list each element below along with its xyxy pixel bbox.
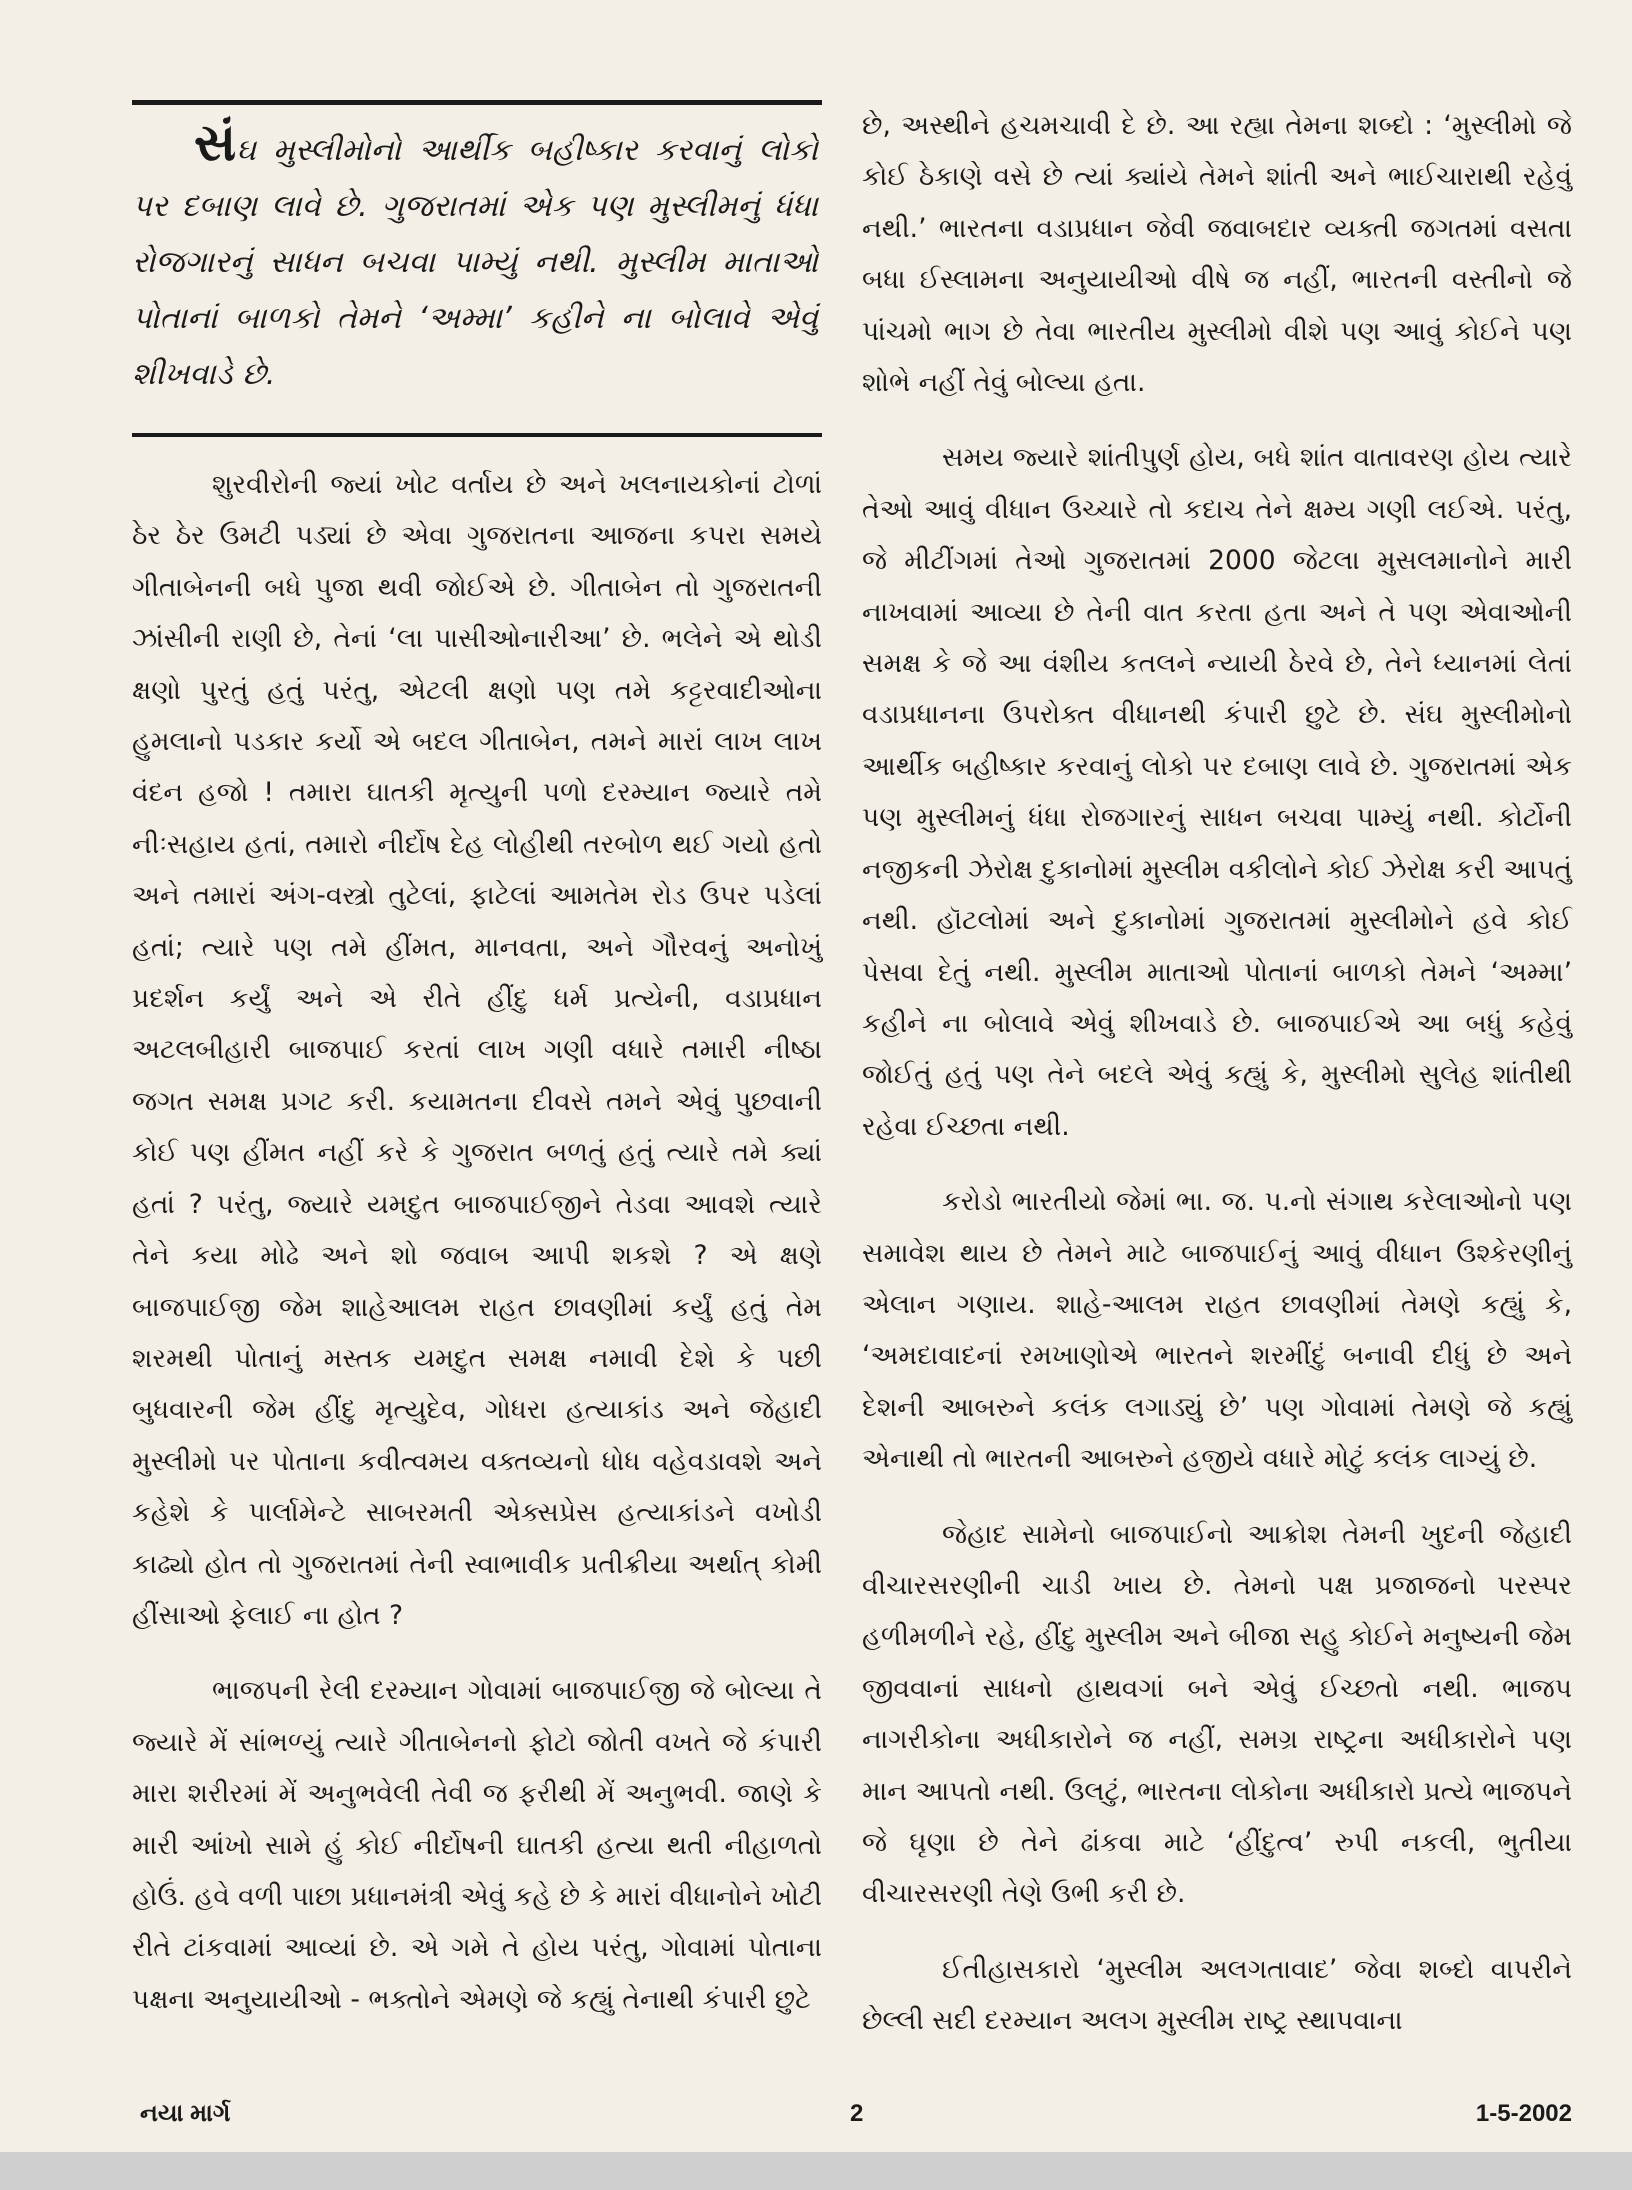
right-column bbox=[862, 100, 1572, 2071]
paragraph: ભાજપની રેલી દરમ્યાન ગોવામાં બાજપાઈજી જે બોલ્યા તે જ્યારે મેં સાંભળ્યું ત્યારે ગીતાબેનનો ફોટો જોતી વખતે જે કંપારી મારા શરીરમાં મેં અનુભવેલી તેવી જ ફરીથી મેં અનુભવી. જાણે કે મારી આંખો સામે હું કોઈ નીર્દોષની ઘાતકી હત્યા થતી નીહાળતો હોઉં. હવે વળી પાછા પ્રધાનમંત્રી એવું કહે છે કે મારાં વીધાનોને ખોટી રીતે ટાંકવામાં આવ્યાં છે. એ ગમે તે હોય પરંતુ, ગોવામાં પોતાના પક્ષના અનુયાયીઓ - ભક્તોને એમણે જે કહ્યું તેનાથી કંપારી છુટે bbox=[132, 1675, 822, 2015]
publication-name: નયા માર્ગ bbox=[140, 2100, 231, 2127]
paragraph: જેહાદ સામેનો બાજપાઈનો આક્રોશ તેમની ખુદની જેહાદી વીચારસરણીની ચાડી ખાય છે. તેમનો પક્ષ પ્રજાજનો પરસ્પર હળીમળીને રહે, હીંદુ મુસ્લીમ અને બીજા સહુ કોઈને મનુષ્યની જેમ જીવવાનાં સાધનો હાથવગાં બને એવું ઈચ્છતો નથી. ભાજપ નાગરીકોના અધીકારોને જ નહીં, સમગ્ર રાષ્ટ્રના અધીકારોને પણ માન આપતો નથી. ઉલટું, ભારતના લોકોના અધીકારો પ્રત્યે ભાજપને જે ઘૃણા છે તેને ઢાંકવા માટે ‘હીંદુત્વ’ રુપી નકલી, ભુતીયા વીચારસરણી તેણે ઉભી કરી છે. bbox=[862, 1518, 1572, 1910]
left-column bbox=[132, 100, 822, 2049]
paragraph: છે, અસ્થીને હચમચાવી દે છે. આ રહ્યા તેમના શબ્દો : ‘મુસ્લીમો જે કોઈ ઠેકાણે વસે છે ત્યાં ક્યાંયે તેમને શાંતી અને ભાઈચારાથી રહેવું નથી.’ ભારતના વડાપ્રધાન જેવી જવાબદાર વ્યક્તી જગતમાં વસતા બધા ઈસ્લામના અનુયાયીઓ વીષે જ નહીં, ભારતની વસ્તીનો જે પાંચમો ભાગ છે તેવા ભારતીય મુસ્લીમો વીશે પણ આવું કોઈને પણ શોભે નહીં તેવું બોલ્યા હતા. bbox=[862, 110, 1572, 399]
pull-quote-text: ઘ મુસ્લીમોનો આર્થીક બહીષ્કાર કરવાનું લોકો પર દબાણ લાવે છે. ગુજરાતમાં એક પણ મુસ્લીમનું ધંધા રોજગારનું સાધન બચવા પામ્યું નથી. મુસ્લીમ માતાઓ પોતાનાં બાળકો તેમને ‘અમ્મા’ કહીને ના બોલાવે એવું શીખવાડે છે. bbox=[132, 133, 818, 392]
pull-quote-top-rule bbox=[132, 100, 822, 105]
page-footer bbox=[140, 2100, 1572, 2140]
left-body bbox=[132, 459, 822, 2025]
paragraph: શુરવીરોની જ્યાં ખોટ વર્તાય છે અને ખલનાયકોનાં ટોળાં ઠેર ઠેર ઉમટી પડ્યાં છે એવા ગુજરાતના આજના કપરા સમયે ગીતાબેનની બધે પુજા થવી જોઈએ છે. ગીતાબેન તો ગુજરાતની ઝાંસીની રાણી છે, તેનાં ‘લા પાસીઓનારીઆ’ છે. ભલેને એ થોડી ક્ષણો પુરતું હતું પરંતુ, એટલી ક્ષણો પણ તમે કટ્ટરવાદીઓના હુમલાનો પડકાર કર્યો એ બદલ ગીતાબેન, તમને મારાં લાખ લાખ વંદન હજો ! તમારા ઘાતકી મૃત્યુની પળો દરમ્યાન જ્યારે તમે નીઃસહાય હતાં, તમારો નીર્દોષ દેહ લોહીથી તરબોળ થઈ ગયો હતો અને તમારાં અંગ-વસ્ત્રો તુટેલાં, ફાટેલાં આમતેમ રોડ ઉપર પડેલાં હતાં; ત્યારે પણ તમે હીંમત, માનવતા, અને ગૌરવનું અનોખું પ્રદર્શન કર્યું અને એ રીતે હીંદુ ધર્મ પ્રત્યેની, વડાપ્રધાન અટલબીહારી બાજપાઈ કરતાં લાખ ગણી વધારે તમારી નીષ્ઠા જગત સમક્ષ પ્રગટ કરી. કયામતના દીવસે તમને એવું પુછવાની કોઈ પણ હીંમત નહીં કરે કે ગુજરાત બળતું હતું ત્યારે તમે ક્યાં હતાં ? પરંતુ, જ્યારે યમદુત બાજપાઈજીને તેડવા આવશે ત્યારે તેને કયા મોઢે અને શો જવાબ આપી શકશે ? એ ક્ષણે બાજપાઈજી જેમ શાહેઆલમ રાહત છાવણીમાં કર્યું હતું તેમ શરમથી પોતાનું મસ્તક યમદુત સમક્ષ નમાવી દેશે કે પછી બુધવારની જેમ હીંદુ મૃત્યુદેવ, ગોધરા હત્યાકાંડ અને જેહાદી મુસ્લીમો પર પોતાના કવીત્વમય વક્તવ્યનો ધોધ વહેવડાવશે અને કહેશે કે પાર્લામેન્ટે સાબરમતી એક્સપ્રેસ હત્યાકાંડને વખોડી કાઢ્યો હોત તો ગુજરાતમાં તેની સ્વાભાવીક પ્રતીક્રીયા અર્થાત્ કોમી હીંસાઓ ફેલાઈ ના હોત ? bbox=[132, 469, 822, 1631]
issue-date: 1-5-2002 bbox=[1475, 2100, 1572, 2127]
scan-bottom-edge bbox=[0, 2152, 1632, 2190]
paragraph: કરોડો ભારતીયો જેમાં ભા. જ. પ.નો સંગાથ કરેલાઓનો પણ સમાવેશ થાય છે તેમને માટે બાજપાઈનું આવું વીધાન ઉશ્કેરણીનું એલાન ગણાય. શાહે-આલમ રાહત છાવણીમાં તેમણે કહ્યું કે, ‘અમદાવાદનાં રમખાણોએ ભારતને શરમીંદું બનાવી દીધું છે અને દેશની આબરુને કલંક લગાડ્યું છે’ પણ ગોવામાં તેમણે જે કહ્યું એનાથી તો ભારતની આબરુને હજીયે વધારે મોટું કલંક લાગ્યું છે. bbox=[862, 1186, 1572, 1475]
paragraph: સમય જ્યારે શાંતીપુર્ણ હોય, બધે શાંત વાતાવરણ હોય ત્યારે તેઓ આવું વીધાન ઉચ્ચારે તો કદાચ તેને ક્ષમ્ય ગણી લઈએ. પરંતુ, જે મીટીંગમાં તેઓ ગુજરાતમાં 2000 જેટલા મુસલમાનોને મારી નાખવામાં આવ્યા છે તેની વાત કરતા હતા અને તે પણ એવાઓની સમક્ષ કે જે આ વંશીય કતલને ન્યાયી ઠેરવે છે, તેને ધ્યાનમાં લેતાં વડાપ્રધાનના ઉપરોક્ત વીધાનથી કંપારી છુટે છે. સંઘ મુસ્લીમોનો આર્થીક બહીષ્કાર કરવાનું લોકો પર દબાણ લાવે છે. ગુજરાતમાં એક પણ મુસ્લીમનું ધંધા રોજગારનું સાધન બચવા પામ્યું નથી. કોર્ટોની નજીકની ઝેરોક્ષ દુકાનોમાં મુસ્લીમ વકીલોને કોઈ ઝેરોક્ષ કરી આપતું નથી. હૉટલોમાં અને દુકાનોમાં ગુજરાતમાં મુસ્લીમોને હવે કોઈ પેસવા દેતું નથી. મુસ્લીમ માતાઓ પોતાનાં બાળકો તેમને ‘અમ્મા’ કહીને ના બોલાવે એવું શીખવાડે છે. બાજપાઈએ આ બધું કહેવું જોઈતું હતું પણ તેને બદલે એવું કહ્યું કે, મુસ્લીમો સુલેહ શાંતીથી રહેવા ઈચ્છતા નથી. bbox=[862, 442, 1572, 1142]
pull-quote-dropcap: સં bbox=[194, 113, 237, 173]
pull-quote-bottom-rule bbox=[132, 433, 822, 437]
pull-quote bbox=[132, 113, 822, 403]
paragraph: ઈતીહાસકારો ‘મુસ્લીમ અલગતાવાદ’ જેવા શબ્દો વાપરીને છેલ્લી સદી દરમ્યાન અલગ મુસ્લીમ રાષ્ટ્ર સ્થાપવાના bbox=[862, 1953, 1572, 2037]
page-number: 2 bbox=[850, 2100, 864, 2127]
